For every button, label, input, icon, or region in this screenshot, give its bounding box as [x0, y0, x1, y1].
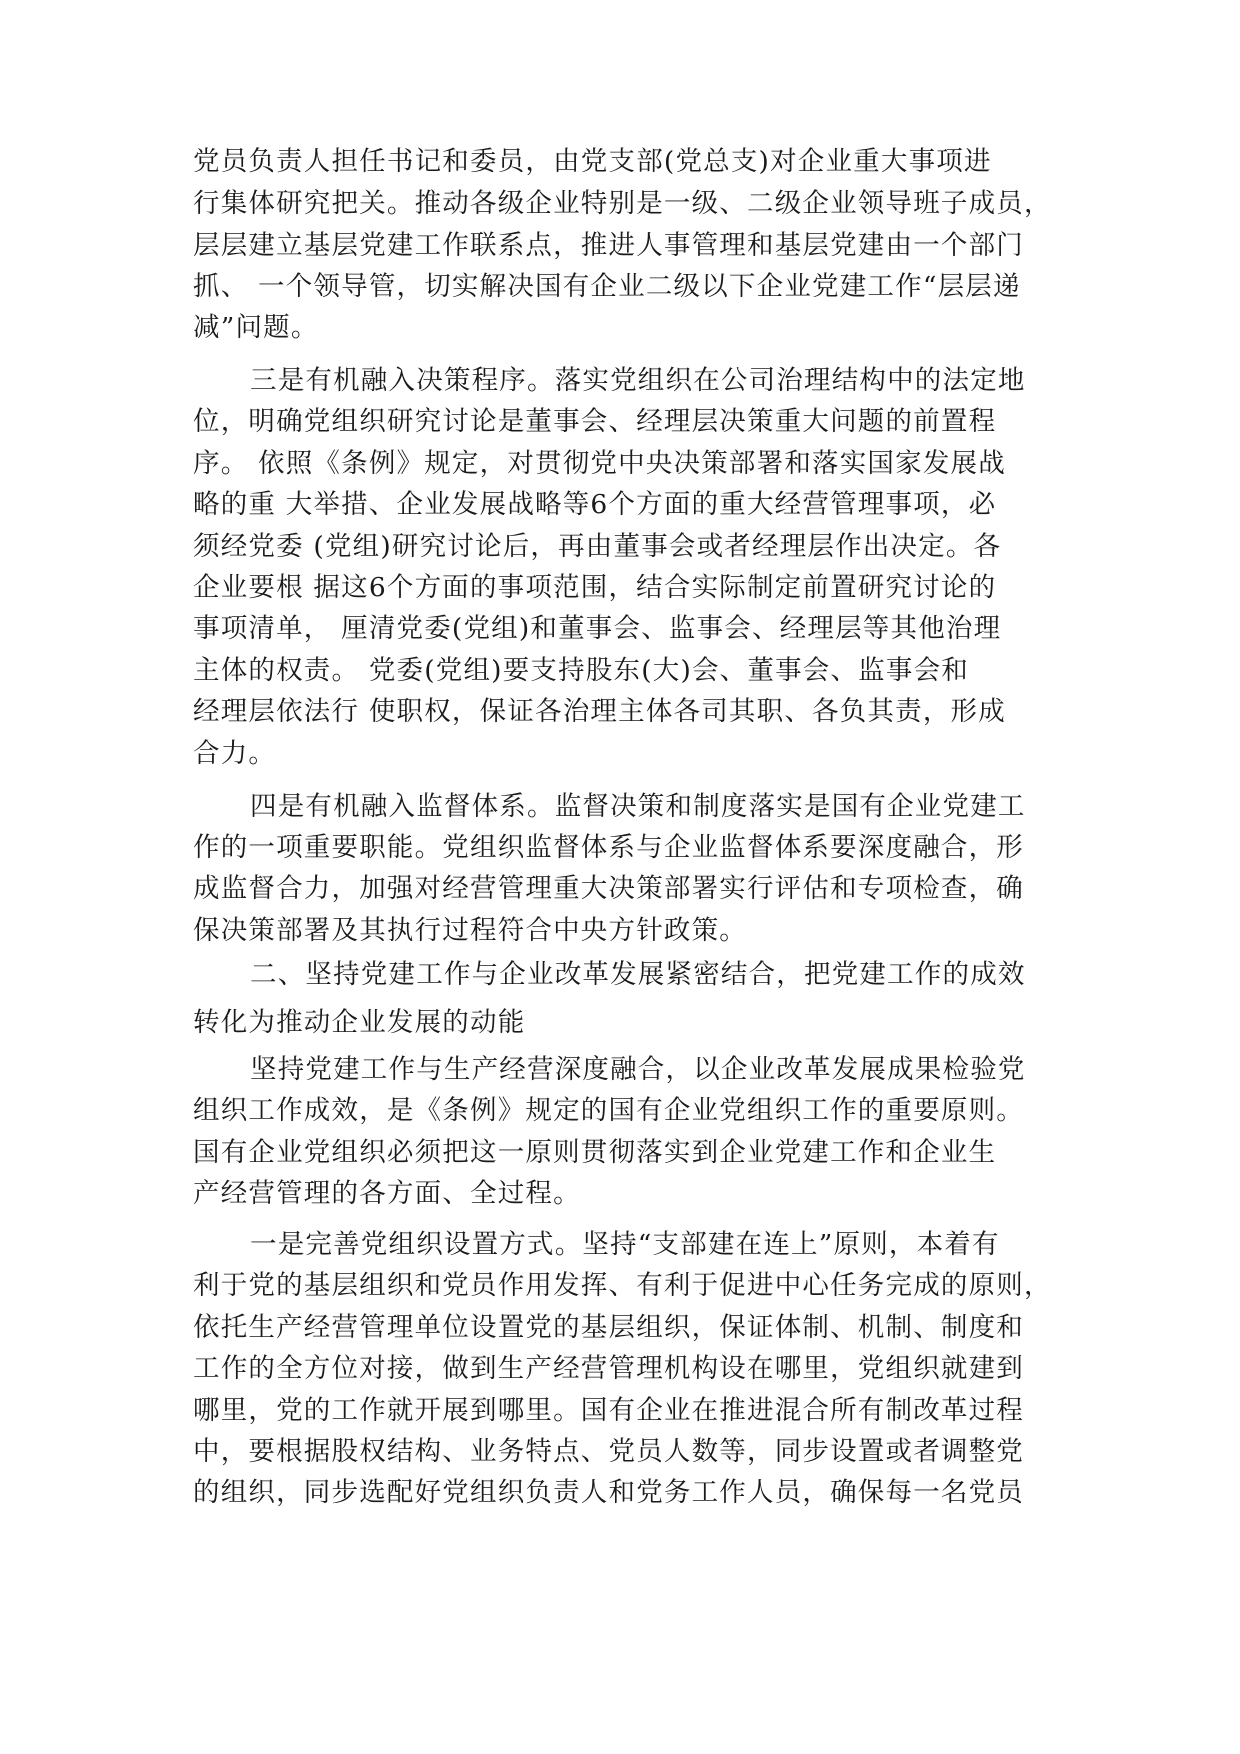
text-line: 党员负责人担任书记和委员，由党支部(党总支)对企业重大事项进 [193, 146, 992, 177]
text-line: 经理层依法行 使职权，保证各治理主体各司其职、各负其责，形成 [193, 696, 1006, 727]
text-line: 层层建立基层党建工作联系点，推进人事管理和基层党建由一个部门 [193, 230, 1024, 261]
text-line: 保决策部署及其执行过程符合中央方针政策。 [193, 915, 747, 946]
text-line: 中，要根据股权结构、业务特点、党员人数等，同步设置或者调整党 [193, 1436, 1024, 1467]
text-line: 的组织，同步选配好党组织负责人和党务工作人员，确保每一名党员 [193, 1477, 1024, 1508]
text-line: 主体的权责。 党委(党组)要支持股东(大)会、董事会、监事会和 [193, 655, 969, 686]
paragraph-first-line: 三是有机融入决策程序。落实党组织在公司治理结构中的法定地 [250, 365, 1026, 396]
paragraph-first-line: 一是完善党组织设置方式。坚持“支部建在连上”原则，本着有 [250, 1229, 1000, 1260]
text-line: 序。 依照《条例》规定，对贯彻党中央决策部署和落实国家发展战 [193, 448, 1006, 479]
text-line: 略的重 大举措、企业发展战略等6个方面的重大经营管理事项，必 [193, 489, 997, 520]
section-heading-line: 二、坚持党建工作与企业改革发展紧密结合，把党建工作的成效 [250, 959, 1026, 990]
section-heading-line: 转化为推动企业发展的动能 [193, 1007, 526, 1038]
text-line: 抓、 一个领导管，切实解决国有企业二级以下企业党建工作“层层递 [193, 271, 1021, 302]
paragraph-first-line: 坚持党建工作与生产经营深度融合，以企业改革发展成果检验党 [250, 1054, 1026, 1085]
text-line: 产经营管理的各方面、全过程。 [193, 1178, 581, 1209]
text-line: 企业要根 据这6个方面的事项范围，结合实际制定前置研究讨论的 [193, 572, 997, 603]
text-line: 合力。 [193, 738, 277, 769]
text-line: 须经党委 (党组)研究讨论后，再由董事会或者经理层作出决定。各 [193, 531, 1002, 562]
text-line: 行集体研究把关。推动各级企业特别是一级、二级企业领导班子成员， [193, 188, 1052, 219]
text-line: 成监督合力，加强对经营管理重大决策部署实行评估和专项检查，确 [193, 873, 1024, 904]
text-line: 哪里，党的工作就开展到哪里。国有企业在推进混合所有制改革过程 [193, 1395, 1024, 1426]
paragraph-first-line: 四是有机融入监督体系。监督决策和制度落实是国有企业党建工 [250, 791, 1026, 822]
text-line: 依托生产经营管理单位设置党的基层组织，保证体制、机制、制度和 [193, 1312, 1024, 1343]
text-line: 减”问题。 [193, 312, 319, 343]
text-line: 组织工作成效，是《条例》规定的国有企业党组织工作的重要原则。 [193, 1095, 1024, 1126]
text-line: 事项清单， 厘清党委(党组)和董事会、监事会、经理层等其他治理 [193, 613, 1002, 644]
text-line: 作的一项重要职能。党组织监督体系与企业监督体系要深度融合，形 [193, 832, 1024, 863]
text-line: 国有企业党组织必须把这一原则贯彻落实到企业党建工作和企业生 [193, 1137, 997, 1168]
text-line: 利于党的基层组织和党员作用发挥、有利于促进中心任务完成的原则， [193, 1270, 1052, 1301]
text-line: 工作的全方位对接，做到生产经营管理机构设在哪里，党组织就建到 [193, 1353, 1024, 1384]
text-line: 位，明确党组织研究讨论是董事会、经理层决策重大问题的前置程 [193, 406, 997, 437]
